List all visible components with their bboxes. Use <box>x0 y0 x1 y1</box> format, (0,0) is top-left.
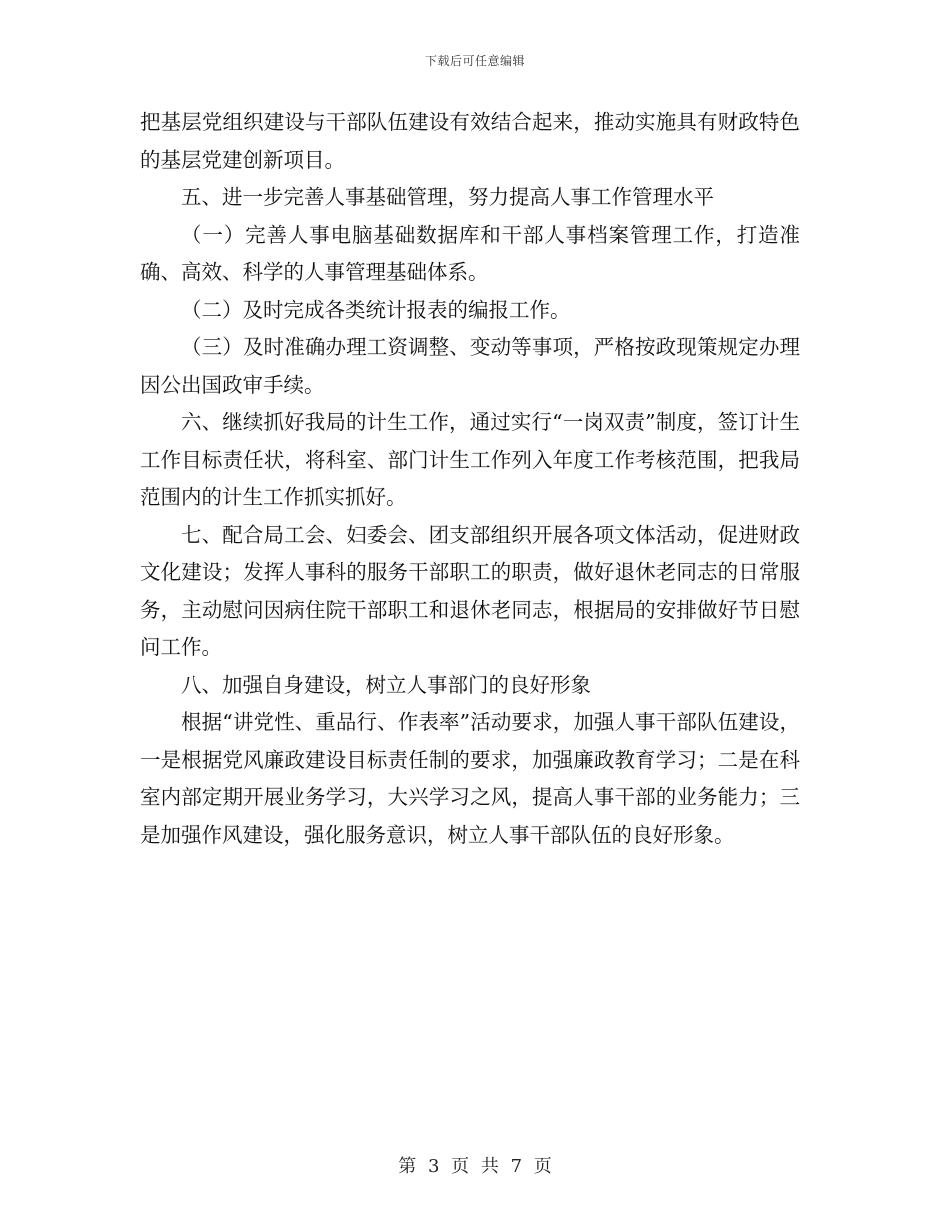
section-heading-5: 五、进一步完善人事基础管理，努力提高人事工作管理水平 <box>181 185 714 209</box>
section-paragraph-7: 七、配合局工会、妇委会、团支部组织开展各项文体活动，促进财政文化建设；发挥人事科的服务干部职工的职责，做好退休老同志的日常服务，主动慰问因病住院干部职工和退休老同志，根据局的安排做好节日慰问工作。 <box>140 522 800 659</box>
section-heading-8: 八、加强自身建设，树立人事部门的良好形象 <box>181 672 591 697</box>
body-paragraph: 根据“讲党性、重品行、作表率”活动要求，加强人事干部队伍建设，一是根据党风廉政建设目标责任制的要求，加强廉政教育学习；二是在科室内部定期开展业务学习，大兴学习之风，提高人事干部的业务能力；三是加强作风建设，强化服务意识，树立人事干部队伍的良好形象。 <box>140 710 800 847</box>
page-header-note: 下载后可任意编辑 <box>424 54 525 68</box>
body-paragraph: 把基层党组织建设与干部队伍建设有效结合起来，推动实施具有财政特色的基层党建创新项目。 <box>140 110 800 172</box>
body-paragraph: （三）及时准确办理工资调整、变动等事项，严格按政现策规定办理因公出国政审手续。 <box>140 335 800 397</box>
body-paragraph: （二）及时完成各类统计报表的编报工作。 <box>181 297 571 322</box>
body-paragraph: （一）完善人事电脑基础数据库和干部人事档案管理工作，打造准确、高效、科学的人事管理基础体系。 <box>140 222 800 284</box>
document-body <box>140 104 800 854</box>
section-paragraph-6: 六、继续抓好我局的计生工作，通过实行“一岗双责”制度，签订计生工作目标责任状，将科室、部门计生工作列入年度工作考核范围，把我局范围内的计生工作抓实抓好。 <box>140 410 800 509</box>
page-number-footer: 第 3 页 共 7 页 <box>398 1156 552 1177</box>
